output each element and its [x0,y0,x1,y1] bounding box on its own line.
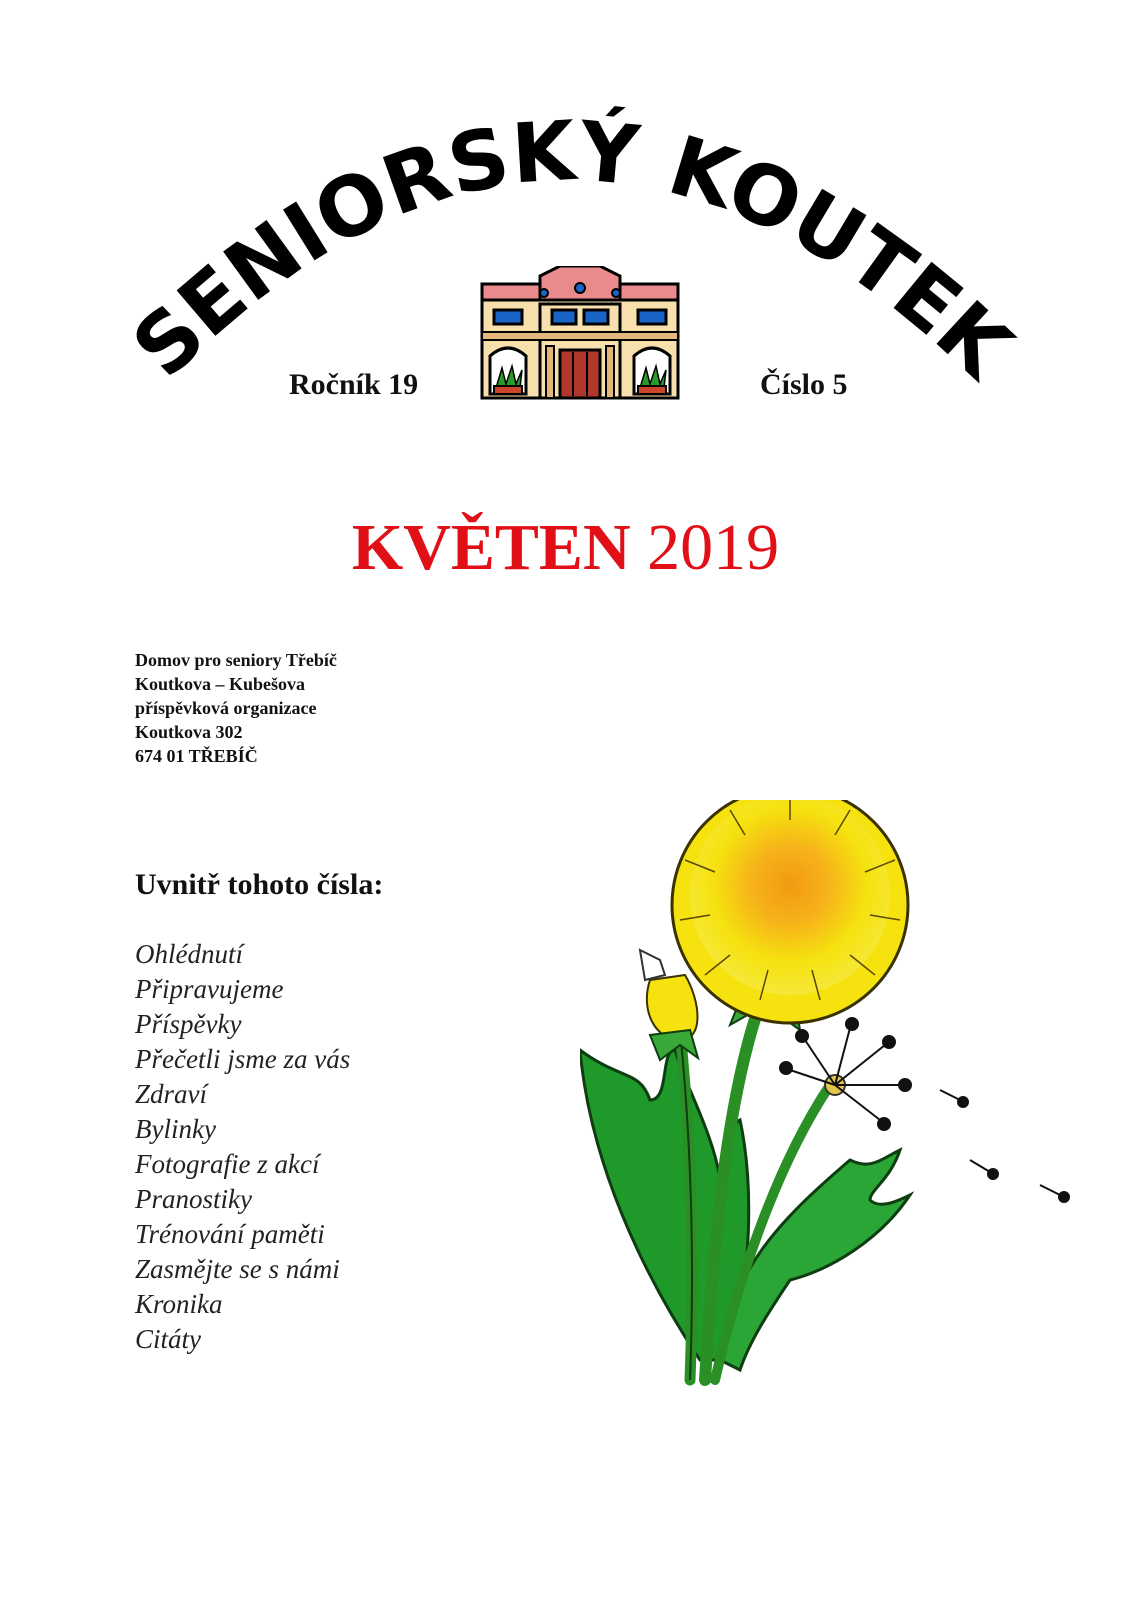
contents-item: Zasmějte se s námi [135,1254,340,1284]
month-title [0,511,1131,584]
contents-list [135,937,350,1357]
contents-item: Přečetli jsme za vás [135,1044,351,1074]
contents-item: Ohlédnutí [135,939,243,969]
contents-item: Bylinky [135,1114,216,1144]
address-line: Domov pro seniory Třebíč [135,650,337,670]
publisher-address [135,648,337,768]
dandelion-icon [580,800,1100,1420]
address-line: Koutkova 302 [135,722,243,742]
address-line: Koutkova – Kubešova [135,674,306,694]
issue-label: Číslo 5 [760,368,848,401]
contents-item: Fotografie z akcí [135,1149,320,1179]
month-name: KVĚTEN [351,511,631,584]
month-year: 2019 [647,511,780,584]
building-icon [480,266,680,400]
contents-item: Připravujeme [135,974,284,1004]
address-line: příspěvková organizace [135,698,317,718]
contents-item: Příspěvky [135,1009,242,1039]
contents-item: Pranostiky [135,1184,252,1214]
volume-label: Ročník 19 [289,368,419,401]
contents-item: Kronika [135,1289,223,1319]
masthead-title: SENIORSKÝ KOUTEK [115,103,1029,397]
contents-heading: Uvnitř tohoto čísla: [135,868,384,901]
contents-item: Zdraví [135,1079,208,1109]
address-line: 674 01 TŘEBÍČ [135,746,258,766]
contents-item: Trénování paměti [135,1219,325,1249]
contents-item: Citáty [135,1324,201,1354]
